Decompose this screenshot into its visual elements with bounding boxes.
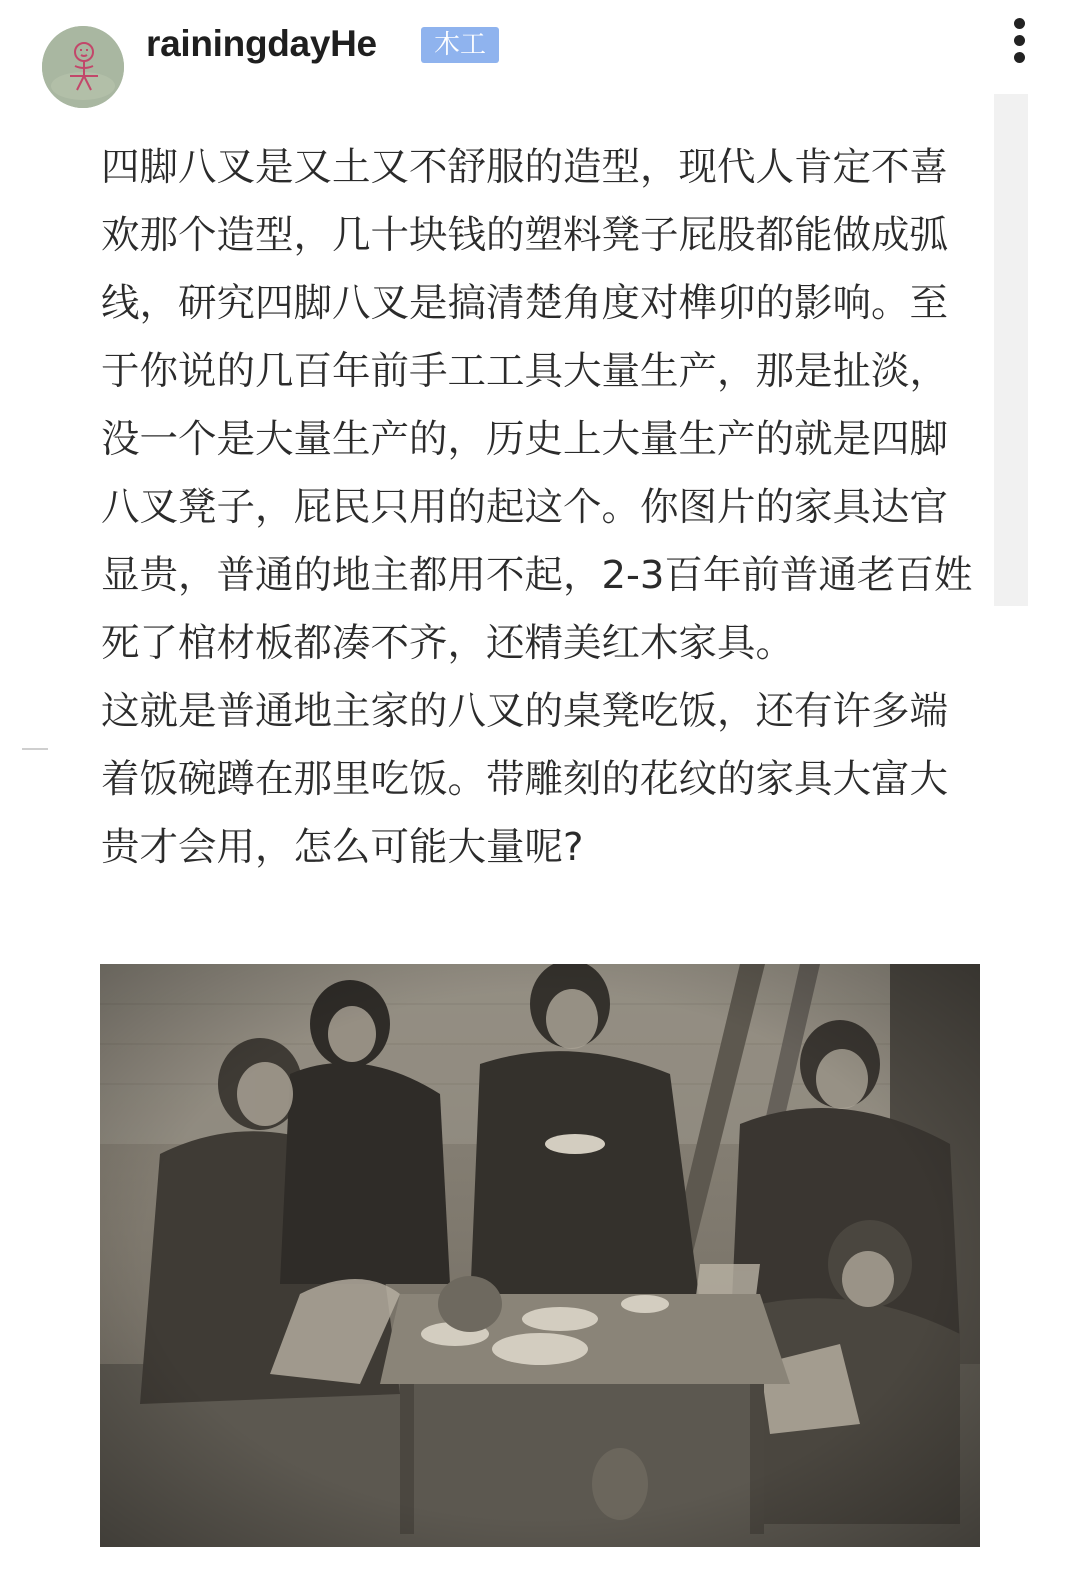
post-paragraph: 四脚八叉是又土又不舒服的造型，现代人肯定不喜欢那个造型，几十块钱的塑料凳子屁股都能做成弧线，研究四脚八叉是搞清楚角度对榫卯的影响。至于你说的几百年前手工工具大量生产，那是扯淡，没一个是大量生产的，历史上大量生产的就是四脚八叉凳子，屁民只用的起这个。你图片的家具达官显贵，普通的地主都用不起，2-3百年前普通老百姓死了棺材板都凑不齐，还精美红木家具。: [101, 145, 973, 666]
family-meal-photo: [100, 964, 980, 1547]
post-photo[interactable]: [100, 964, 980, 1547]
avatar-drawing: [42, 26, 124, 108]
author-badge: 木工: [421, 27, 499, 63]
post-body: [101, 134, 981, 882]
divider-mark: [22, 748, 48, 750]
author-name[interactable]: rainingdayHe: [146, 23, 377, 64]
post-paragraph: 这就是普通地主家的八叉的桌凳吃饭，还有许多端着饭碗蹲在那里吃饭。带雕刻的花纹的家具大富大贵才会用，怎么可能大量呢?: [101, 689, 949, 870]
more-vertical-icon[interactable]: [1008, 16, 1032, 64]
scrollbar[interactable]: [994, 94, 1028, 606]
avatar[interactable]: [42, 26, 124, 108]
